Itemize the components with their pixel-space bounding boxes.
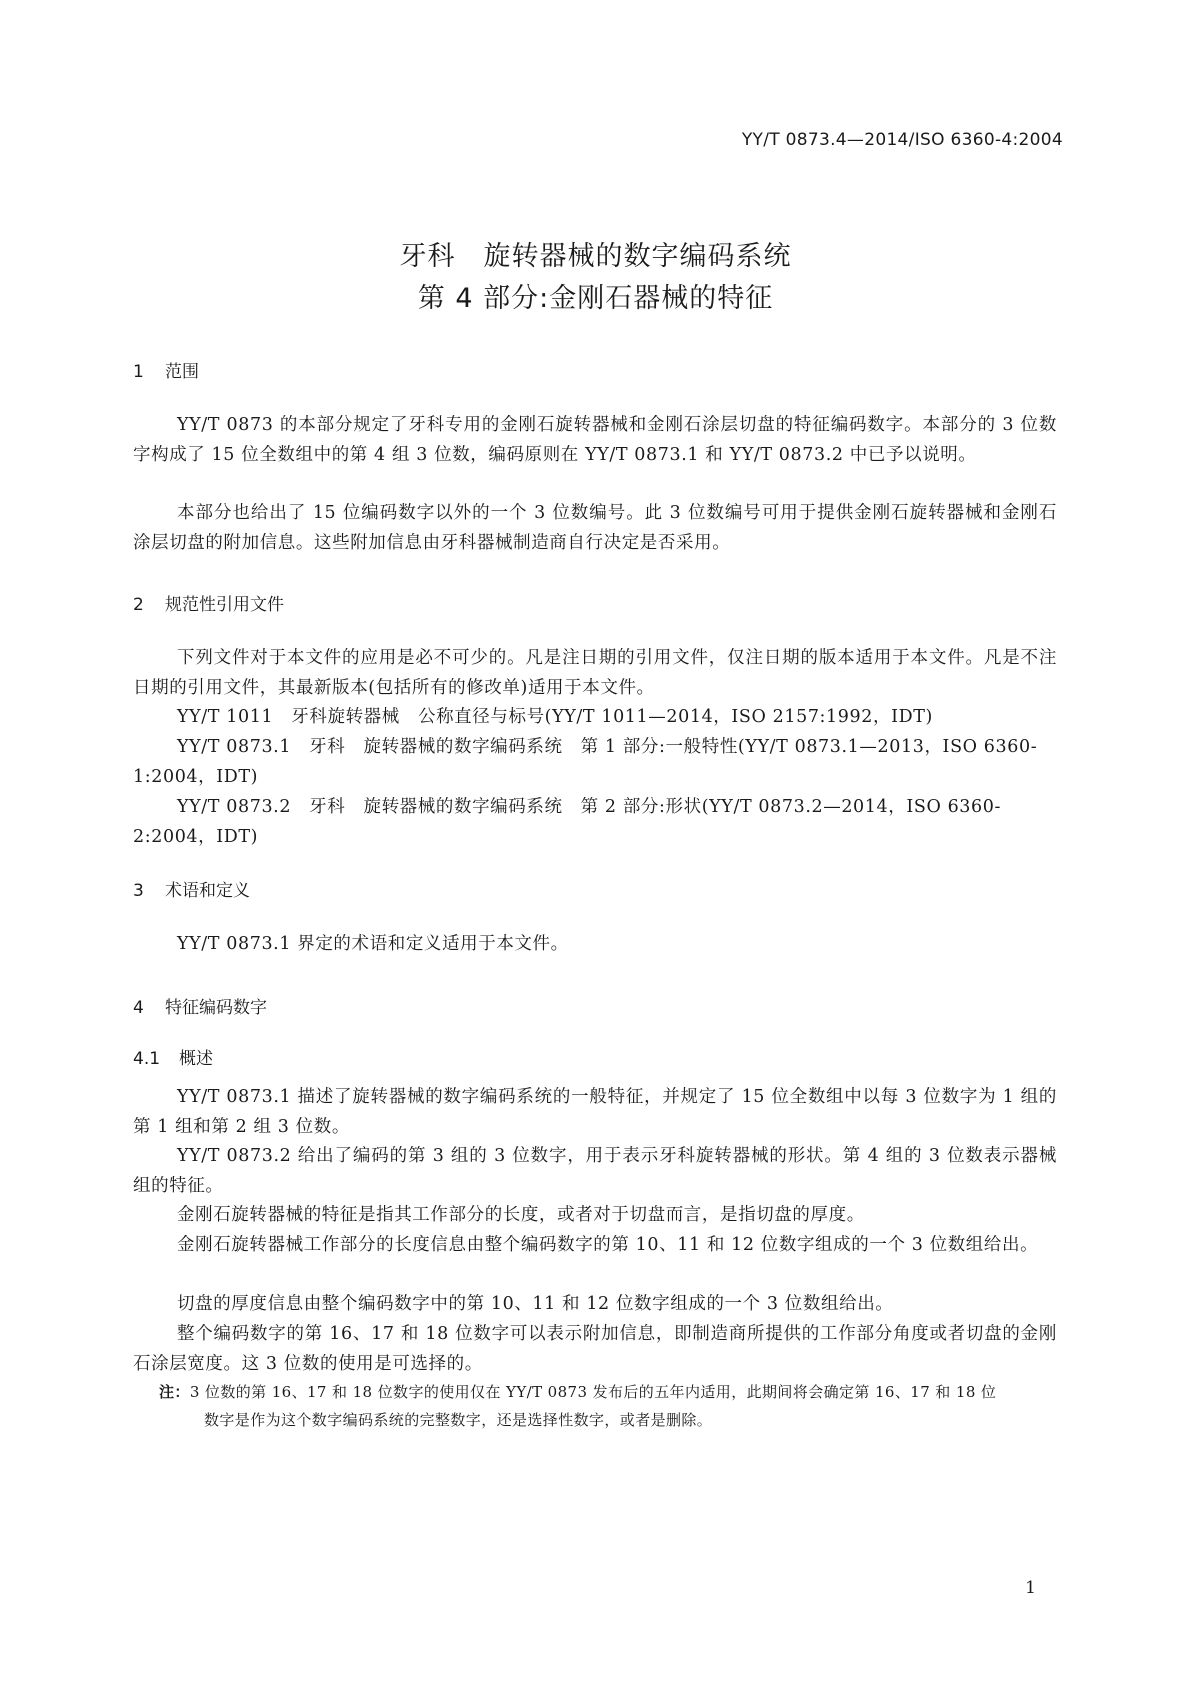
- section-4-1-paragraph-5: 切盘的厚度信息由整个编码数字中的第 10、11 和 12 位数字组成的一个 3 位数组给出。: [177, 1294, 894, 1314]
- section-2-heading: [133, 590, 284, 615]
- section-3-heading: [133, 876, 250, 901]
- note-text-line2: 数字是作为这个数字编码系统的完整数字，还是选择性数字，或者是删除。: [204, 1411, 713, 1429]
- normative-reference-3: YY/T 0873.2 牙科 旋转器械的数字编码系统 第 2 部分:形状(YY/T 0873.2—2014，ISO 6360-2:2004，IDT): [133, 797, 1002, 847]
- section-title: 特征编码数字: [165, 998, 267, 1018]
- section-title: 概述: [179, 1049, 213, 1069]
- section-3-paragraph-1: YY/T 0873.1 界定的术语和定义适用于本文件。: [177, 934, 569, 954]
- section-1-paragraph-2: 本部分也给出了 15 位编码数字以外的一个 3 位数编号。此 3 位数编号可用于提供金刚石旋转器械和金刚石涂层切盘的附加信息。这些附加信息由牙科器械制造商自行决定是否采用。: [133, 503, 1057, 553]
- section-title: 术语和定义: [165, 881, 250, 901]
- section-number: 3: [133, 881, 144, 901]
- section-4-1-paragraph-4: 金刚石旋转器械工作部分的长度信息由整个编码数字的第 10、11 和 12 位数字组成的一个 3 位数组给出。: [177, 1235, 1039, 1255]
- normative-reference-1: YY/T 1011 牙科旋转器械 公称直径与标号(YY/T 1011—2014，ISO 2157:1992，IDT): [177, 707, 933, 727]
- section-number: 4: [133, 998, 144, 1018]
- section-title: 范围: [165, 362, 199, 382]
- section-4-1-paragraph-2: YY/T 0873.2 给出了编码的第 3 组的 3 位数字，用于表示牙科旋转器械的形状。第 4 组的 3 位数表示器械组的特征。: [133, 1146, 1057, 1196]
- section-number: 2: [133, 595, 144, 615]
- section-number: 1: [133, 362, 144, 382]
- note-label: 注：: [159, 1383, 190, 1401]
- section-4-1-paragraph-1: YY/T 0873.1 描述了旋转器械的数字编码系统的一般特征，并规定了 15 位全数组中以每 3 位数字为 1 组的第 1 组和第 2 组 3 位数。: [133, 1087, 1057, 1137]
- standard-code: YY/T 0873.4—2014/ISO 6360-4:2004: [741, 130, 1063, 150]
- note-text-line1: 3 位数的第 16、17 和 18 位数字的使用仅在 YY/T 0873 发布后的五年内适用，此期间将会确定第 16、17 和 18 位: [189, 1383, 997, 1401]
- note: [159, 1378, 1057, 1434]
- section-title: 规范性引用文件: [165, 595, 284, 615]
- document-title-line1: 牙科 旋转器械的数字编码系统: [399, 241, 792, 272]
- section-4-1-paragraph-6: 整个编码数字的第 16、17 和 18 位数字可以表示附加信息，即制造商所提供的工作部分角度或者切盘的金刚石涂层宽度。这 3 位数的使用是可选择的。: [133, 1324, 1057, 1374]
- section-2-paragraph-1: 下列文件对于本文件的应用是必不可少的。凡是注日期的引用文件，仅注日期的版本适用于本文件。凡是不注日期的引用文件，其最新版本(包括所有的修改单)适用于本文件。: [133, 648, 1057, 698]
- section-1-paragraph-1: YY/T 0873 的本部分规定了牙科专用的金刚石旋转器械和金刚石涂层切盘的特征编码数字。本部分的 3 位数字构成了 15 位全数组中的第 4 组 3 位数，编码原则在 YY/T 0873.1 和 YY/T 0873.2 中已予以说明。: [133, 415, 1057, 465]
- section-number: 4.1: [133, 1049, 161, 1069]
- normative-reference-2: YY/T 0873.1 牙科 旋转器械的数字编码系统 第 1 部分:一般特性(YY/T 0873.1—2013，ISO 6360-1:2004，IDT): [133, 737, 1038, 787]
- document-title-line2: 第 4 部分:金刚石器械的特征: [417, 283, 774, 314]
- section-1-heading: [133, 357, 199, 382]
- section-4-heading: [133, 993, 267, 1018]
- section-4-1-heading: [133, 1044, 213, 1069]
- page-number: 1: [1025, 1578, 1036, 1598]
- section-4-1-paragraph-3: 金刚石旋转器械的特征是指其工作部分的长度，或者对于切盘而言，是指切盘的厚度。: [177, 1205, 865, 1225]
